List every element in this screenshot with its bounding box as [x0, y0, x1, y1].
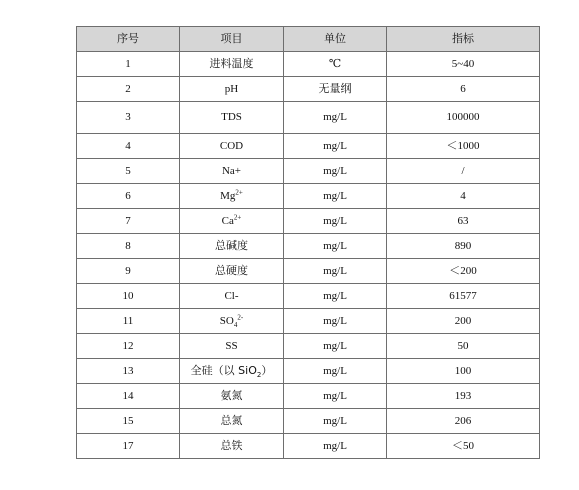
header-indicator: 指标 — [387, 27, 540, 52]
cell-item — [180, 359, 284, 384]
cell-unit: mg/L — [284, 259, 387, 284]
cell-unit: mg/L — [284, 409, 387, 434]
item-base: Ca — [221, 214, 234, 227]
cell-value: / — [387, 159, 540, 184]
cell-no: 17 — [77, 434, 180, 459]
cell-no: 14 — [77, 384, 180, 409]
table-row — [77, 134, 540, 159]
table-row — [77, 384, 540, 409]
cell-value: 4 — [387, 184, 540, 209]
cell-value: 61577 — [387, 284, 540, 309]
cell-item — [180, 309, 284, 334]
cell-value: 63 — [387, 209, 540, 234]
cell-no: 13 — [77, 359, 180, 384]
cell-item — [180, 209, 284, 234]
cell-unit: mg/L — [284, 102, 387, 134]
item-suffix: ） — [261, 363, 273, 377]
item-subscript: 4 — [233, 321, 238, 330]
cell-value: 100000 — [387, 102, 540, 134]
table-row — [77, 77, 540, 102]
cell-value: 100 — [387, 359, 540, 384]
item-superscript: 2+ — [235, 188, 243, 197]
cell-no: 8 — [77, 234, 180, 259]
cell-unit: ℃ — [284, 52, 387, 77]
cell-no: 1 — [77, 52, 180, 77]
item-prefix: 全硅（以 SiO — [190, 363, 257, 377]
cell-item: 总碱度 — [180, 234, 284, 259]
cell-unit: mg/L — [284, 209, 387, 234]
item-base: Mg — [220, 189, 236, 202]
cell-unit: mg/L — [284, 334, 387, 359]
table-row — [77, 184, 540, 209]
cell-unit: mg/L — [284, 309, 387, 334]
cell-unit: mg/L — [284, 234, 387, 259]
cell-item: TDS — [180, 102, 284, 134]
cell-value: 206 — [387, 409, 540, 434]
cell-value: 5~40 — [387, 52, 540, 77]
table-row — [77, 209, 540, 234]
cell-unit: mg/L — [284, 184, 387, 209]
table-header-row — [77, 27, 540, 52]
cell-no: 2 — [77, 77, 180, 102]
cell-value: 6 — [387, 77, 540, 102]
table-row — [77, 359, 540, 384]
cell-item: Cl- — [180, 284, 284, 309]
table-row — [77, 409, 540, 434]
cell-item: 总铁 — [180, 434, 284, 459]
table-row — [77, 159, 540, 184]
cell-item: 总氮 — [180, 409, 284, 434]
water-quality-table — [76, 26, 540, 459]
cell-no: 5 — [77, 159, 180, 184]
cell-no: 4 — [77, 134, 180, 159]
cell-no: 7 — [77, 209, 180, 234]
cell-no: 6 — [77, 184, 180, 209]
cell-item — [180, 184, 284, 209]
cell-item: 进料温度 — [180, 52, 284, 77]
table-row — [77, 284, 540, 309]
item-superscript: 2+ — [233, 213, 242, 222]
item-subscript: 2 — [256, 371, 262, 380]
table-row — [77, 259, 540, 284]
cell-unit: 无量纲 — [284, 77, 387, 102]
cell-item: COD — [180, 134, 284, 159]
table-row — [77, 434, 540, 459]
table-row — [77, 334, 540, 359]
table-row — [77, 102, 540, 134]
cell-item: 氨氮 — [180, 384, 284, 409]
cell-no: 11 — [77, 309, 180, 334]
cell-value: 50 — [387, 334, 540, 359]
cell-item: SS — [180, 334, 284, 359]
cell-no: 3 — [77, 102, 180, 134]
cell-unit: mg/L — [284, 159, 387, 184]
table-row — [77, 52, 540, 77]
cell-value: ＜1000 — [387, 134, 540, 159]
table-row — [77, 309, 540, 334]
cell-value: ＜50 — [387, 434, 540, 459]
cell-no: 12 — [77, 334, 180, 359]
table-row — [77, 234, 540, 259]
item-base: SO — [219, 314, 234, 327]
header-item: 项目 — [180, 27, 284, 52]
cell-no: 15 — [77, 409, 180, 434]
cell-value: 193 — [387, 384, 540, 409]
header-serial-no: 序号 — [77, 27, 180, 52]
cell-unit: mg/L — [284, 284, 387, 309]
cell-item: Na+ — [180, 159, 284, 184]
item-superscript: 2- — [237, 313, 244, 322]
cell-value: 200 — [387, 309, 540, 334]
cell-unit: mg/L — [284, 384, 387, 409]
cell-unit: mg/L — [284, 359, 387, 384]
header-unit: 单位 — [284, 27, 387, 52]
cell-value: ＜200 — [387, 259, 540, 284]
cell-unit: mg/L — [284, 134, 387, 159]
cell-no: 10 — [77, 284, 180, 309]
cell-item: pH — [180, 77, 284, 102]
cell-item: 总硬度 — [180, 259, 284, 284]
cell-unit: mg/L — [284, 434, 387, 459]
cell-value: 890 — [387, 234, 540, 259]
cell-no: 9 — [77, 259, 180, 284]
